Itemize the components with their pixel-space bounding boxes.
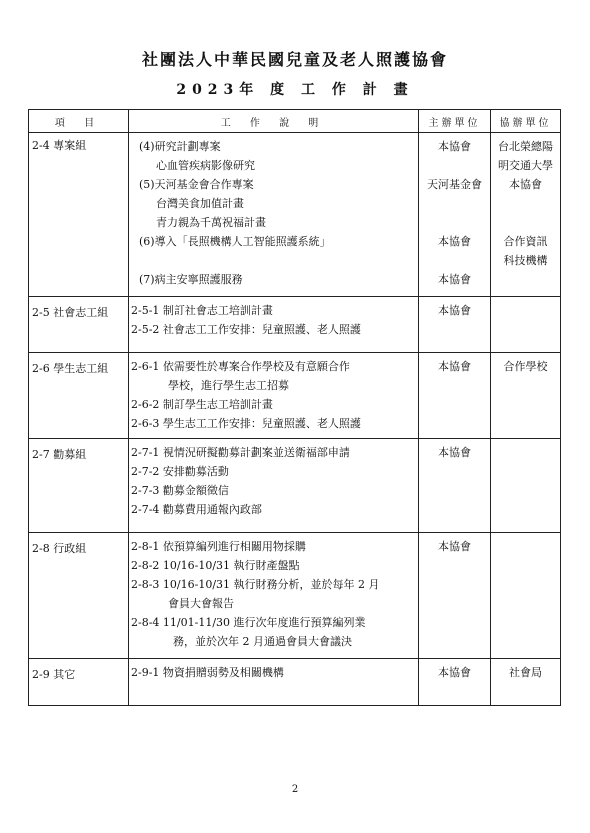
org-title: 社團法人中華民國兒童及老人照護協會 <box>141 50 448 69</box>
desc-line: 2-9-1 物資捐贈弱勢及相關機構 <box>131 666 284 679</box>
desc-line: 2-6-2 制訂學生志工培訓計畫 <box>131 398 273 411</box>
host-line: 本協會 <box>438 235 471 248</box>
co-line: 科技機構 <box>503 254 548 267</box>
desc-line: 2-5-1 制訂社會志工培訓計畫 <box>131 304 273 317</box>
host-line: 本協會 <box>438 304 471 317</box>
host-cell <box>419 533 491 659</box>
co-organizer-cell <box>491 133 561 297</box>
host-line: 本協會 <box>438 446 471 459</box>
desc-line: 2-6-3 學生志工工作安排：兒童照護、老人照護 <box>131 417 361 430</box>
desc-line: (4)研究計劃專案 <box>139 140 221 153</box>
co-organizer-cell <box>491 533 561 659</box>
desc-line: 2-8-1 依預算編列進行相關用物採購 <box>131 540 306 553</box>
page-number: 2 <box>291 784 299 795</box>
co-line <box>491 270 560 289</box>
co-line <box>491 213 560 232</box>
work-plan-table <box>28 109 561 706</box>
desc-line: 2-5-2 社會志工工作安排：兒童照護、老人照護 <box>131 323 361 336</box>
item-cell: 2-4 專案組 <box>29 133 129 297</box>
description-cell <box>129 533 419 659</box>
host-cell <box>419 133 491 297</box>
description-cell <box>129 659 419 706</box>
table-row <box>29 133 561 297</box>
host-line <box>419 213 490 232</box>
item-cell: 2-9 其它 <box>29 659 129 706</box>
desc-line: 2-6-1 依需要性於專案合作學校及有意願合作 <box>131 360 350 373</box>
host-line <box>419 251 490 270</box>
item-cell: 2-8 行政組 <box>29 533 129 659</box>
description-cell <box>129 439 419 533</box>
desc-line: 會員大會報告 <box>168 597 234 610</box>
host-line: 本協會 <box>438 360 471 373</box>
host-line: 天河基金會 <box>427 178 482 191</box>
co-organizer-cell <box>491 353 561 439</box>
desc-line: 2-7-4 勸募費用通報內政部 <box>131 503 262 516</box>
co-line: 社會局 <box>509 666 542 679</box>
host-cell <box>419 297 491 353</box>
plan-title: 2023年 度 工 作 計 畫 <box>176 82 414 98</box>
header-co-organizer: 協辦單位 <box>491 110 561 133</box>
desc-line: 2-8-2 10/16-10/31 執行財產盤點 <box>131 559 300 572</box>
desc-line: 心血管疾病影像研究 <box>156 159 255 172</box>
host-line: 本協會 <box>438 540 471 553</box>
description-cell <box>129 297 419 353</box>
co-line <box>491 194 560 213</box>
host-cell <box>419 353 491 439</box>
table-row <box>29 353 561 439</box>
table-row <box>29 439 561 533</box>
table-header-row <box>29 110 561 133</box>
item-cell: 2-5 社會志工組 <box>29 297 129 353</box>
host-line <box>419 156 490 175</box>
desc-line <box>131 251 418 270</box>
host-cell <box>419 439 491 533</box>
desc-line: 青力親為千萬祝福計畫 <box>156 216 266 229</box>
host-line <box>419 194 490 213</box>
co-organizer-cell <box>491 297 561 353</box>
desc-line: 2-8-3 10/16-10/31 執行財務分析，並於每年 2 月 <box>131 578 380 591</box>
co-line: 合作學校 <box>503 360 548 373</box>
desc-line: 學校，進行學生志工招募 <box>168 379 289 392</box>
co-organizer-cell <box>491 659 561 706</box>
co-organizer-cell <box>491 439 561 533</box>
desc-line: 務，並於次年 2 月通過會員大會議決 <box>173 635 352 648</box>
desc-line: 2-7-2 安排勸募活動 <box>131 465 229 478</box>
co-line: 明交通大學 <box>498 159 553 172</box>
header-item: 項 目 <box>29 110 129 133</box>
host-line: 本協會 <box>438 273 471 286</box>
item-cell: 2-7 勸募組 <box>29 439 129 533</box>
table-row <box>29 659 561 706</box>
desc-line: 2-7-1 視情況研擬勸募計劃案並送衛福部申請 <box>131 446 350 459</box>
table-row <box>29 533 561 659</box>
description-cell <box>129 133 419 297</box>
co-line: 合作資訊 <box>503 235 548 248</box>
header-host: 主辦單位 <box>419 110 491 133</box>
desc-line: (7)病主安寧照護服務 <box>139 273 243 286</box>
desc-line: 2-7-3 勸募金額徵信 <box>131 484 229 497</box>
host-line: 本協會 <box>438 666 471 679</box>
host-cell <box>419 659 491 706</box>
co-line: 本協會 <box>509 178 542 191</box>
co-line: 台北榮總陽 <box>498 140 553 153</box>
header-description: 工 作 說 明 <box>129 110 419 133</box>
item-cell: 2-6 學生志工組 <box>29 353 129 439</box>
desc-line: 台灣美食加值計畫 <box>156 197 244 210</box>
description-cell <box>129 353 419 439</box>
desc-line: (6)導入「長照機構人工智能照護系統」 <box>139 235 331 248</box>
desc-line: 2-8-4 11/01-11/30 進行次年度進行預算編列業 <box>131 616 366 629</box>
table-row <box>29 297 561 353</box>
desc-line: (5)天河基金會合作專案 <box>139 178 254 191</box>
host-line: 本協會 <box>438 140 471 153</box>
